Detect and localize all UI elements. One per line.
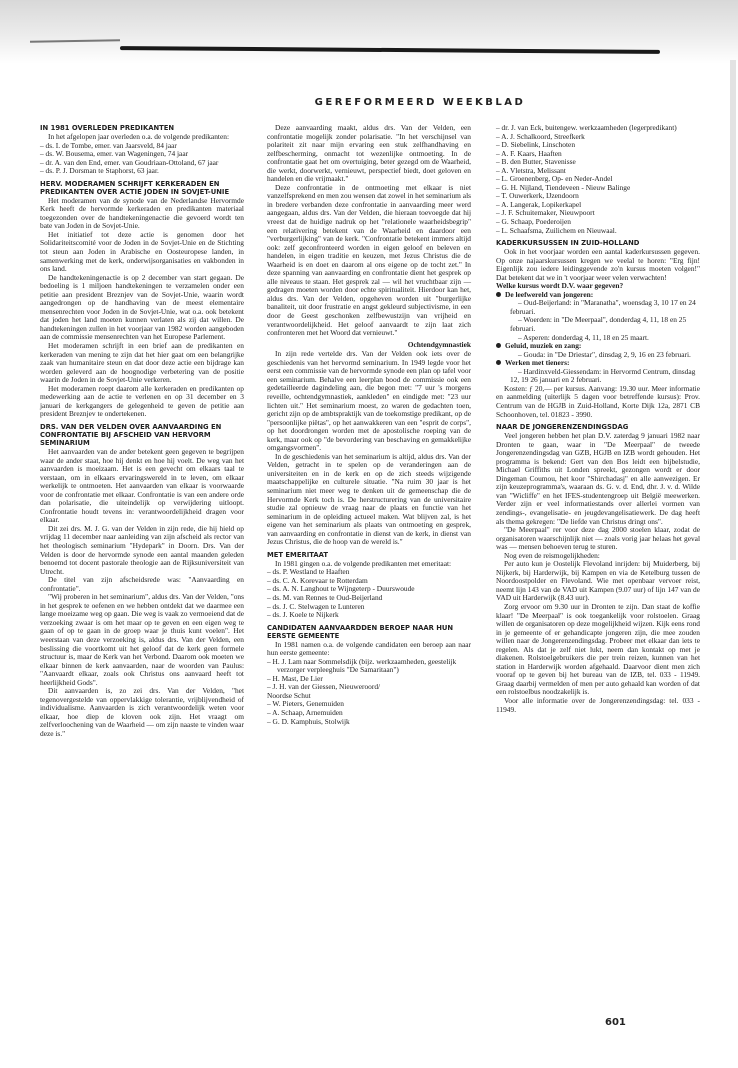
paragraph: Voor alle informatie over de Jongerenzendingsdag: tel. 033 - 11949. — [496, 696, 700, 714]
paragraph: In 1981 gingen o.a. de volgende predikanten met emeritaat: — [275, 558, 452, 568]
list-item: – A. J. Schalkoord, Streefkerk — [496, 131, 585, 141]
column-1 — [40, 124, 244, 739]
paragraph: Dit zei drs. M. J. G. van der Velden in zijn rede, die hij hield op vrijdag 11 december naar aanleiding van zijn afscheid als rector van het theologisch seminarium "Hydepark" in Doorn. Drs. Van der Velden is door de hervormde synode een aantal maanden geleden benoemd tot docent pastorale theologie aan de Rijksuniversiteit van Utrecht. — [40, 523, 244, 576]
list-item: – ds. M. van Rennes te Oud-Beijerland — [267, 592, 383, 602]
list-item: – ds. W. Bousema, emer. van Wageningen, 74 jaar — [40, 149, 189, 159]
list-item: – A. Langerak, Lopikerkapel — [496, 199, 582, 209]
heading-candidaten: CANDIDATEN AANVAARDDEN BEROEP NAAR HUN EERSTE GEMEENTE — [267, 623, 454, 640]
list-item: – ds. I. de Tombe, emer. van Jaarsveld, 84 jaar — [40, 140, 177, 150]
subheading-label: Geluid, muziek en zang: — [505, 341, 582, 351]
column-3 — [496, 124, 700, 714]
paragraph: In het afgelopen jaar overleden o.a. de volgende predikanten: — [48, 132, 229, 141]
list-item: – B. den Butter, Stavenisse — [496, 157, 576, 167]
list-item: – ds. J. Koele te Nijkerk — [267, 610, 339, 620]
bullet-icon — [496, 360, 501, 365]
paragraph: "Wij proberen in het seminarium", aldus drs. Van der Velden, "ons in het gesprek te oefenen en we hebben ontdekt dat we daarmee een lange moeizame weg op gaan. Die weg is vaak zo vermoeiend dat de verzoeking zwaar is om het maar op te geven en een eigen weg te gaan of op te gaan in de groep waar je thuis kunt voelen". Het weerstaan van deze verzoeking is, aldus drs. Van der Velden, een beslissing die voortkomt uit het geloof dat de kerk geen formele structuur is, maar de Kerk van het Verbond. Daarom ook moeten we elkaar binnen de kerk aanvaarden, naar de woorden van Paulus: "Aanvaardt elkaar, zoals ook Christus ons aanvaard heeft tot heerlijkheid Gods". — [40, 592, 244, 687]
paragraph: Dit aanvaarden is, zo zei drs. Van der Velden, "het tegenovergestelde van oppervlakkige tolerantie, vrijblijvendheid of individualisme. Aanvaarden is zich verantwoordelijk weten voor elkaar, hoe diep de kloven ook zijn. Het vraagt om zelfverloochening van de Waarheid — om zijn naaste te vinden waar deze is." — [40, 686, 244, 738]
paragraph: Het moderamen schrijft in een brief aan de predikanten en kerkeraden van mening te zijn dat het hier gaat om een belangrijke zaak van humanitaire steun en dat door deze actie een bijdrage kan worden geleverd aan de hoognodige verbetering van de positie waarin de Joden in de Sovjet-Unie verkeren. — [40, 341, 244, 385]
candidates-list — [267, 658, 471, 726]
list-item: – A. F. Kaars, Haaften — [496, 148, 562, 158]
paragraph: Veel jongeren hebben het plan D.V. zaterdag 9 januari 1982 naar Dronten te gaan, waar in "De Meerpaal" de tweede Jongerenzendingsdag van GZB, HGJB en IZB wordt gehouden. Het programma is bekend: Gert van den Bos leidt een bijbelstudie, Michael Griffiths uit Londen spreekt, gezongen wordt er door Dingeman Coumou, het koor "Shirchadasj" en alle aanwezigen. Er zijn keuzeprogramma's, waaraan ds. G. v. d. End, dhr. J. v. d. Wilde van "Wicliffe" en het IFES-studentengroep uit België meewerken. Verder zijn er veel informatiestands over allerlei vormen van zendings-, evangelisatie- en jeugdevangelisatiewerk. De dag heeft als thema gekregen: "De liefde van Christus dringt ons". — [496, 431, 700, 526]
heading-van-der-velden: DRS. VAN DER VELDEN OVER AANVAARDING EN CONFRONTATIE BIJ AFSCHEID VAN HERVORM SEMINARIUM — [40, 422, 222, 447]
paragraph: Het initiatief tot deze actie is genomen door het Solidariteitscomité voor de Joden in de Sovjet-Unie en de Stichting tot steun aan Joden in Arabische en Oosteuropese landen, in samenwerking met de kerk, onderwijsorganisaties en vakbonden in ons land. — [40, 229, 244, 274]
masthead: GEREFORMEERD WEEKBLAD — [314, 97, 526, 108]
list-item: – L. Schaafsma, Zuilichem en Nieuwaal. — [496, 225, 617, 235]
heading-met-emeritaat: MET EMERITAAT — [267, 550, 328, 559]
paragraph: Het moderamen van de synode van de Nederlandse Hervormde Kerk heeft de hervormde kerkeraden en predikanten materiaal toegezonden over de handtekeningenactie die gevoerd wordt ten bate van Joden in de Sovjet-Unie. — [40, 195, 244, 231]
subheading-label: De leefwereld van jongeren: — [505, 289, 594, 299]
list-item: – dr. A. van den End, emer. van Goudriaan-Ottoland, 67 jaar — [40, 157, 219, 167]
paragraph: Het aanvaarden van de ander betekent geen gegeven te begrijpen waar de ander staat, hoe hij denkt en hoe hij voelt. De weg van het aanvaarden is moeizaam. Het is een gevecht om elkaars taal te verstaan, om in elkaars ervaringswereld in te leven, om elkaar werkelijk te ontmoeten. Het aanvaarden van elkaar is voorwaarde voor de confrontatie met elkaar. Confrontatie is van een andere orde dan polarisatie, die uiteindelijk op verwijdering uitloopt. Confrontatie houdt tevens in: verantwoordelijkheid dragen voor elkaar. — [40, 446, 244, 525]
list-item: – G. H. Nijland, Tiendeveen - Nieuw Balinge — [496, 182, 631, 192]
list-item: – Asperen: donderdag 4, 11, 18 en 25 maart. — [518, 332, 649, 342]
list-item: – dr. J. van Eck, buitengew. werkzaamheden (legerpredikant) — [496, 123, 677, 132]
list-item: – Woerden: in "De Meerpaal", donderdag 4, 11, 18 en 25 februari. — [510, 315, 687, 334]
list-item: – T. Ouwerkerk, IJzendoorn — [496, 191, 579, 201]
list-item: – L. Groenenberg, Op- en Neder-Andel — [496, 174, 613, 184]
list-item: – ds. P. J. Dorsman te Staphorst, 63 jaar. — [40, 166, 159, 176]
paragraph: In zijn rede vertelde drs. Van der Velden ook iets over de geschiedenis van het hervormd seminarium. In 1949 legde voor het eerst een commissie van de hervormde synode een plan op tafel voor een seminarium. Behalve een leerplan bood de commissie ook een gedetailleerde dagindeling aan, die begon met: "7 uur 's morgens reveille, ochtendgymnastiek, aankleden" en eindigde met: "23 uur lichten uit." Het seminarium moest, zo waren de gedachten toen, gericht zijn op de ambtspraktijk van de toekomstige predikant, op de "persoonlijke piëtas", op het aanwakkeren van een "esprit de corps", op het doordrongen worden met de apostolische roeping van de kerk, maar ook op "de bevordering van beschaving en gemakkelijke omgangsvormen". — [267, 349, 471, 453]
scan-shadow-top — [0, 0, 738, 64]
list-item: – G. D. Kamphuis, Stolwijk — [267, 716, 350, 726]
candidates-list-continued — [496, 124, 700, 235]
paragraph: Zorg ervoor om 9.30 uur in Dronten te zijn. Dan staat de koffie klaar! "De Meerpaal" is ook toegankelijk voor rolstoelen. Graag willen de organisatoren op deze mogelijkheid wijzen. Kijk eens rond in je gemeente of er gehandicapte jongeren zijn, die mee zouden willen naar de Jongerenzendingsdag. Probeer met elkaar dan iets te regelen. Als dat je zelf niet lukt, neem dan kontakt op met je diakenen. Rolstoelgebruikers die per trein reizen, kunnen van het station in Harderwijk worden afgehaald. Daarvoor dient men zich vooraf op te geven bij het bureau van de IZB, tel. 033 - 11949. Graag daarbij vermelden of men per auto gehaald kan worden of dat een rolstoelbus noodzakelijk is. — [496, 601, 700, 697]
heading-moderamen-joden: HERV. MODERAMEN SCHRIJFT KERKERADEN EN PREDIKANTEN OVER ACTIE JODEN IN SOVJET-UNIE — [40, 179, 230, 196]
paragraph: De titel van zijn afscheidsrede was: "Aanvaarding en confrontatie". — [40, 575, 244, 593]
list-item: – Hardinxveld-Giessendam: in Hervormd Centrum, dinsdag 12, 19 26 januari en 2 februari. — [510, 366, 696, 385]
paragraph: Per auto kun je Oostelijk Flevoland inrijden: bij Muiderberg, bij Nijkerk, bij Harderwijk, bij Kampen en via de Ketelburg tussen de Noordoostpolder en Flevoland. Wie met openbaar vervoer reist, neemt lijn 143 van de VAD uit Kampen (9.07 uur) of lijn 147 van de VAD uit Harderwijk (8.43 uur). — [496, 559, 700, 603]
bullet-icon — [496, 292, 501, 297]
list-item: – ds. A. N. Langhout te Wijngeterp - Duurswoude — [267, 584, 415, 594]
list-item: – D. Siebelink, Linschoten — [496, 140, 576, 150]
paragraph: In de geschiedenis van het seminarium is altijd, aldus drs. Van der Velden, getracht in te spelen op de veranderingen aan de universiteiten en in de kerk en op de zich steeds wijzigende maatschappelijke en culturele situatie. "Na ruim 30 jaar is het seminarium niet meer weg te denken uit de gemeenschap die de Hervormde Kerk toch is. De herstructurering van de universitaire studie zal opnieuw de vraag naar de plaats en functie van het seminarium in de opleiding actueel maken. Wat blijven zal, is het eigene van het seminarium als plaats van ontmoeting en gesprek, van aanvaarding en confrontatie in dienst van de kerk, in dienst van Jezus Christus, die de hoop van de wereld is." — [267, 451, 471, 547]
heading-ochtendgymnastiek: Ochtendgymnastiek — [407, 339, 471, 349]
list-item: – A. Vletstra, Melissant — [496, 165, 566, 175]
paragraph: Deze confrontatie in de ontmoeting met elkaar is niet vanzelfsprekend en men zou wensen dat zowel in het seminarium als in bredere verbanden deze confrontatie in aanvaarding meer werd aangegaan, aldus drs. Van der Velden, die hieraan toevoegde dat hij vreest dat de huidige nadruk op het "relationele waarheidsbegrip" een relativering betekent van de Waarheid en daardoor een "verburgerlijking" van de kerk. "Confrontatie betekent immers altijd ook: zelf geconfronteerd worden in eigen geloof en beleven en handelen, in eigen traditie en keuzen, met Jezus Christus die de Waarheid is en doet en daarom al ons eigene op de tocht zet." In deze spanning van aanvaarding en confrontatie dient het gesprek op alle niveaus te staan. Het gesprek zal — wil het vruchtbaar zijn — gedragen moeten worden door echte spiritualiteit. Hierdoor kan het, aldus drs. Van der Velden, opgeheven worden uit "burgerlijke banaliteit, uit door frustratie en angst gekleurd subjectivisme, in een door de Geest geschonken zelfbewustzijn van vrijheid en verantwoordelijkheid. Het geloof aanvaardt te zijn laat zich confronteren met het Woord dat vernieuwt." — [267, 182, 471, 338]
deaths-list — [40, 142, 244, 176]
paragraph: Kosten: ƒ 20,— per kursus. Aanvang: 19.30 uur. Meer informatie en aanmelding (uiterlijk 5 dagen voor betreffende kursus): Prov. Centrum van de HGJB in Zuid-Holland, Korte Dijk 12a, 2871 CB Schoonhoven, tel. 01823 - 3990. — [496, 383, 700, 419]
list-item: – W. Pieters, Genemuiden — [267, 699, 344, 709]
paragraph: In 1981 namen o.a. de volgende candidaten een beroep aan naar hun eerste gemeente: — [267, 639, 471, 658]
bullet-icon — [496, 343, 501, 348]
list-item: – ds. J. C. Stelwagen te Lunteren — [267, 601, 365, 611]
list-item: – Gouda: in "De Driestar", dinsdag 2, 9, 16 en 23 februari. — [518, 349, 691, 359]
scan-right-edge — [730, 60, 736, 560]
paragraph: Deze aanvaarding maakt, aldus drs. Van der Velden, een confrontatie mogelijk zonder polarisatie. "In het verschijnsel van polariteit zit naar mijn ervaring een stuk zelfhandhaving en zelfbescherming, onmacht tot wezenlijke ontmoeting. In de confrontatie gaat het om overtuiging, beter gezegd om de Waarheid, die werkt, doorwerkt, vernieuwt, perspectief biedt, doet geloven en handelen en die vrijmaakt." — [267, 123, 471, 184]
list-item: – H. J. Lam naar Sommelsdijk (bijz. werkzaamheden, geestelijk verzorger verpleeghuis "De Samaritaan") — [267, 656, 457, 675]
list-item: – ds. C. A. Korevaar te Rotterdam — [267, 575, 368, 585]
paragraph: Het moderamen roept daarom alle kerkeraden en predikanten op medewerking aan de actie te verlenen en op 31 december en 3 januari de kerkgangers de gelegenheid te geven de petitie aan president Breznjev te ondertekenen. — [40, 383, 244, 419]
list-item: – J. H. van der Giessen, Nieuweroord/ — [267, 682, 381, 692]
column-2 — [267, 124, 471, 726]
paragraph: Nog even de reismogelijkheden: — [504, 550, 600, 560]
list-item: – J. F. Schuitemaker, Nieuwpoort — [496, 208, 595, 218]
heading-jongerenzendingsdag: NAAR DE JONGERENZENDINGSDAG — [496, 423, 629, 432]
paragraph: "De Meerpaal" rer voor deze dag 2000 stoelen klaar, zodat de organisatoren waarschijnlijk niet — zoals vorig jaar helaas het geval was — mensen behoeven terug te sturen. — [496, 525, 700, 552]
heading-kaderkursussen: KADERKURSUSSEN IN ZUID-HOLLAND — [496, 239, 640, 248]
question-line: Welke kursus wordt D.V. waar gegeven? — [496, 281, 624, 291]
subheading-label: Werken met tieners: — [505, 358, 570, 368]
heading-overleden-predikanten: IN 1981 OVERLEDEN PREDIKANTEN — [40, 124, 175, 132]
list-item: Noordse Schut — [267, 690, 311, 700]
list-item: – Oud-Beijerland: in "Maranatha", woensdag 3, 10 17 en 24 februari. — [510, 298, 696, 316]
paragraph: Ook in het voorjaar worden een aantal kaderkursussen gegeven. Op onze najaarskursussen kregen we veelal te horen: "Erg fijn! Eigenlijk zou iedere leidinggevende zo'n kursus moeten volgen!" Dat betekent dat we in 't voorjaar weer velen verwachten! — [496, 247, 700, 282]
paragraph: De handtekeningenactie is op 2 december van start gegaan. De bedoeling is 1 miljoen handtekeningen te verzamelen onder een petitie aan president Breznjev van de Sovjet-Unie, waarin wordt aangedrongen op de handhaving van de meest elementaire mensenrechten voor Joden in de Sovjet-Unie, wat o.a. ook betekent dat joden het land moeten kunnen verlaten als zij dat willen. De handtekeningen zullen in het voorjaar van 1982 worden aangeboden aan de commissie mensenrechten van het Europese Parlement. — [40, 272, 244, 342]
list-item: – ds. P. Westland te Haaften — [267, 567, 350, 577]
page-number: 601 — [605, 1017, 626, 1028]
list-item: – A. Schaap, Arnemuiden — [267, 708, 343, 717]
emeriti-list — [267, 568, 471, 619]
list-item: – H. Mast, De Lier — [267, 673, 323, 683]
list-item: – G. Schaap, Poederoijen — [496, 217, 571, 227]
